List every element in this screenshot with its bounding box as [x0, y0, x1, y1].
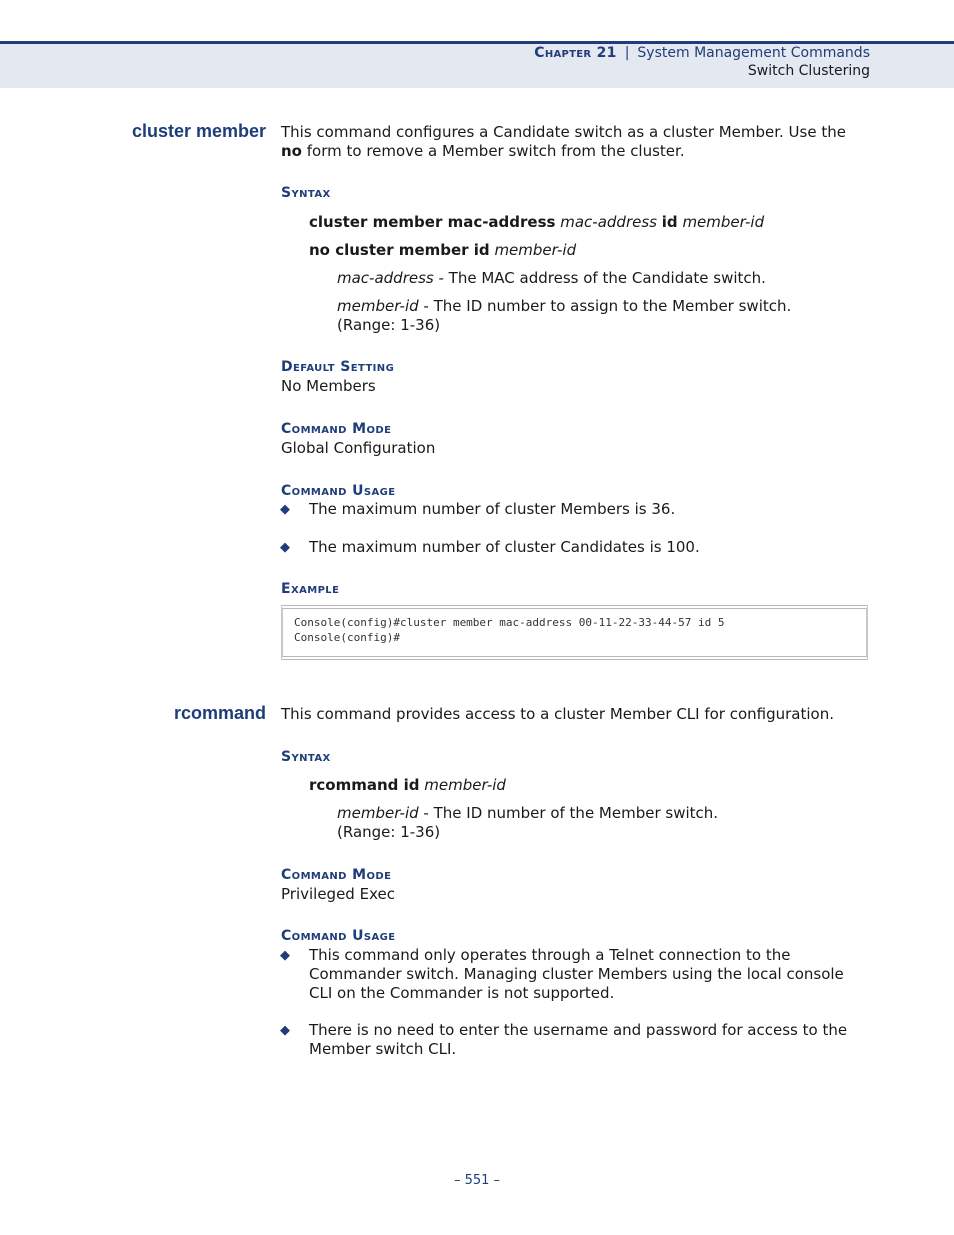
param-member-id — [337, 297, 791, 316]
default-value: No Members — [281, 377, 376, 395]
syntax-param: member-id — [682, 213, 765, 231]
usage-item-line: There is no need to enter the username and password for access to the — [309, 1021, 848, 1039]
running-header — [534, 45, 870, 61]
syntax-line-1 — [309, 213, 764, 232]
syntax-keyword: no cluster member id — [309, 241, 490, 259]
usage-item-line: This command only operates through a Telnet connection to the — [309, 946, 791, 964]
section-command-mode: Command Mode — [281, 421, 392, 437]
command-mode-value: Privileged Exec — [281, 885, 395, 903]
param-desc: - The ID number to assign to the Member switch. — [418, 297, 792, 315]
param-name: mac-address — [337, 269, 434, 287]
usage-item-line: Member switch CLI. — [309, 1040, 457, 1058]
section-default-setting: Default Setting — [281, 359, 395, 375]
command-title-cluster-member: cluster member — [131, 121, 266, 141]
param-mac-address — [337, 269, 766, 288]
section-command-usage: Command Usage — [281, 483, 396, 499]
syntax-keyword: rcommand id — [309, 776, 420, 794]
diamond-bullet-icon: ◆ — [280, 540, 290, 555]
syntax-keyword: id — [661, 213, 678, 231]
diamond-bullet-icon: ◆ — [280, 502, 290, 517]
code-line: Console(config)# — [294, 631, 400, 644]
syntax-line-2 — [309, 241, 576, 260]
page-number: – 551 – — [453, 1173, 501, 1188]
command-mode-value: Global Configuration — [281, 439, 436, 457]
section-command-usage: Command Usage — [281, 928, 396, 944]
diamond-bullet-icon: ◆ — [280, 1023, 290, 1038]
param-member-id-range: (Range: 1-36) — [337, 316, 441, 334]
section-command-mode: Command Mode — [281, 867, 392, 883]
syntax-param: member-id — [494, 241, 577, 259]
syntax-param: member-id — [424, 776, 506, 794]
code-line: Console(config)#cluster member mac-address 00-11-22-33-44-57 id 5 — [294, 616, 725, 629]
desc-rest: form to remove a Member switch from the cluster. — [301, 142, 685, 160]
section-title: System Management Commands — [637, 45, 870, 61]
syntax-param: mac-address — [560, 213, 657, 231]
usage-item-line: Commander switch. Managing cluster Members using the local console — [309, 965, 844, 983]
section-syntax: Syntax — [281, 749, 331, 765]
param-member-id — [337, 804, 718, 823]
usage-item: The maximum number of cluster Candidates is 100. — [309, 538, 700, 556]
param-member-id-range: (Range: 1-36) — [337, 823, 441, 841]
subsection-title: Switch Clustering — [747, 63, 870, 79]
section-example: Example — [281, 581, 340, 597]
syntax-keyword: cluster member mac-address — [309, 213, 556, 231]
param-name: member-id — [337, 297, 419, 315]
diamond-bullet-icon: ◆ — [280, 948, 290, 963]
rcommand-desc: This command provides access to a cluster Member CLI for configuration. — [281, 705, 835, 723]
chapter-label: Chapter 21 — [534, 45, 617, 61]
no-keyword: no — [281, 142, 302, 160]
cluster-member-desc-line1: This command configures a Candidate switch as a cluster Member. Use the — [281, 123, 846, 141]
cluster-member-desc-line2 — [281, 142, 685, 161]
usage-item: The maximum number of cluster Members is 36. — [309, 500, 676, 518]
header-separator: | — [624, 45, 630, 61]
param-name: member-id — [337, 804, 419, 822]
command-title-rcommand: rcommand — [173, 703, 266, 723]
usage-item-line: CLI on the Commander is not supported. — [309, 984, 615, 1002]
rcommand-syntax — [309, 776, 506, 795]
section-syntax: Syntax — [281, 185, 331, 201]
param-desc: - The ID number of the Member switch. — [418, 804, 719, 822]
param-desc: - The MAC address of the Candidate switch. — [433, 269, 766, 287]
